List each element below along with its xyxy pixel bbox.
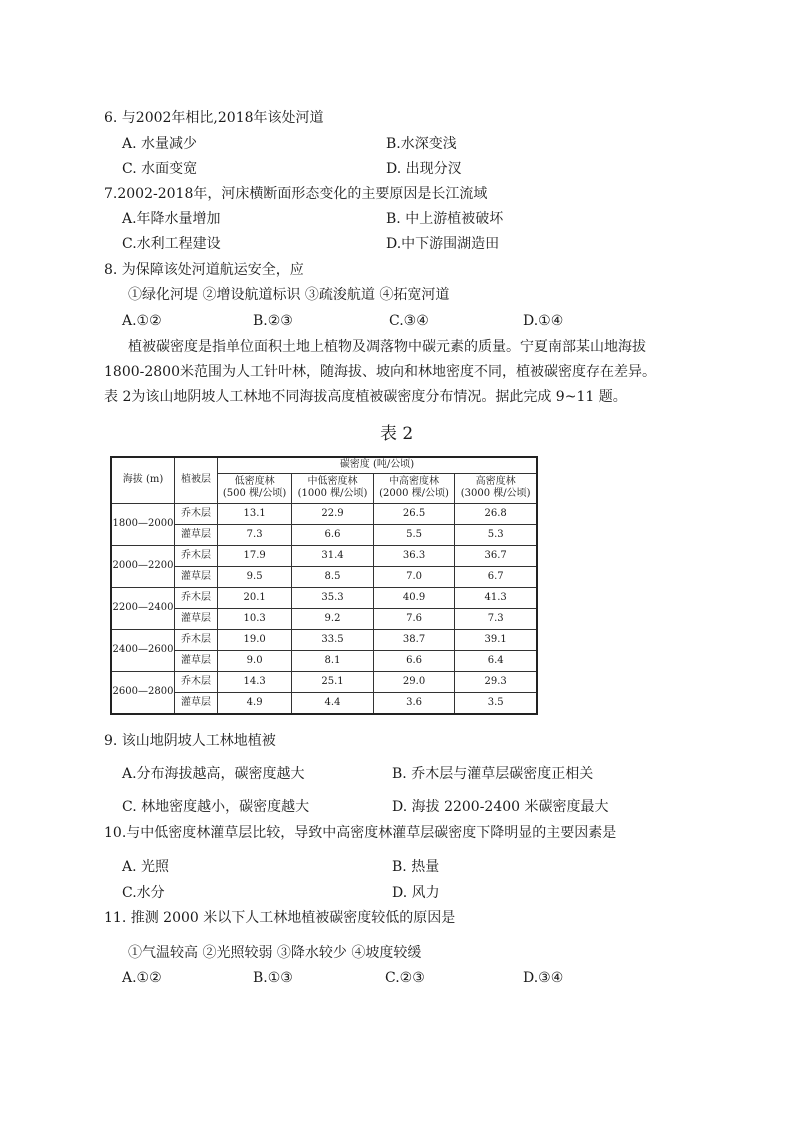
column-header: 高密度林 (3000 棵/公顷) xyxy=(455,473,537,503)
q6-option-b: B.水深变浅 xyxy=(386,136,457,152)
value-cell: 7.6 xyxy=(373,608,455,629)
value-cell: 36.3 xyxy=(373,545,455,566)
value-cell: 5.3 xyxy=(455,524,537,545)
q9-option-b: B. 乔木层与灌草层碳密度正相关 xyxy=(392,766,594,782)
table-row xyxy=(111,545,537,566)
value-cell: 9.5 xyxy=(218,566,292,587)
q9-option-c: C. 林地密度越小，碳密度越大 xyxy=(122,799,310,815)
value-cell: 41.3 xyxy=(455,587,537,608)
value-cell: 33.5 xyxy=(292,629,374,650)
layer-cell: 灌草层 xyxy=(175,566,218,587)
q8-option-a: A.①② xyxy=(122,313,162,329)
q9-stem: 9. 该山地阴坡人工林地植被 xyxy=(104,733,276,749)
intro-line-2: 1800-2800米范围为人工针叶林，随海拔、坡向和林地密度不同，植被碳密度存在差异。 xyxy=(104,364,656,380)
layer-cell: 乔木层 xyxy=(175,671,218,692)
value-cell: 38.7 xyxy=(373,629,455,650)
table-row xyxy=(111,629,537,650)
q7-option-c: C.水利工程建设 xyxy=(122,236,221,252)
q11-option-c: C.②③ xyxy=(385,970,425,986)
q11-option-a: A.①② xyxy=(122,970,162,986)
carbon-density-table xyxy=(110,456,538,715)
value-cell: 10.3 xyxy=(218,608,292,629)
value-cell: 25.1 xyxy=(292,671,374,692)
layer-cell: 乔木层 xyxy=(175,629,218,650)
value-cell: 7.3 xyxy=(455,608,537,629)
table-row xyxy=(111,650,537,671)
layer-cell: 灌草层 xyxy=(175,608,218,629)
q8-option-b: B.②③ xyxy=(253,313,293,329)
value-cell: 14.3 xyxy=(218,671,292,692)
q10-option-b: B. 热量 xyxy=(392,859,440,875)
q11-stem: 11. 推测 2000 米以下人工林地植被碳密度较低的原因是 xyxy=(104,910,456,926)
value-cell: 4.4 xyxy=(292,692,374,714)
layer-cell: 灌草层 xyxy=(175,692,218,714)
q11-option-d: D.③④ xyxy=(523,970,564,986)
value-cell: 31.4 xyxy=(292,545,374,566)
altitude-cell: 2000—2200 xyxy=(111,545,175,587)
q10-option-a: A. 光照 xyxy=(122,859,170,875)
header-layer: 植被层 xyxy=(175,457,218,503)
header-altitude: 海拔 (m) xyxy=(111,457,175,503)
layer-cell: 灌草层 xyxy=(175,650,218,671)
value-cell: 36.7 xyxy=(455,545,537,566)
q6-stem: 6. 与2002年相比,2018年该处河道 xyxy=(104,110,324,126)
value-cell: 35.3 xyxy=(292,587,374,608)
value-cell: 19.0 xyxy=(218,629,292,650)
value-cell: 6.4 xyxy=(455,650,537,671)
q7-option-d: D.中下游围湖造田 xyxy=(386,236,500,252)
q7-option-b: B. 中上游植被破坏 xyxy=(386,211,504,227)
value-cell: 17.9 xyxy=(218,545,292,566)
value-cell: 3.6 xyxy=(373,692,455,714)
q11-choices: ①气温较高 ②光照较弱 ③降水较少 ④坡度较缓 xyxy=(128,945,422,961)
layer-cell: 乔木层 xyxy=(175,503,218,524)
value-cell: 29.0 xyxy=(373,671,455,692)
table-row xyxy=(111,587,537,608)
layer-cell: 灌草层 xyxy=(175,524,218,545)
table-row xyxy=(111,671,537,692)
value-cell: 22.9 xyxy=(292,503,374,524)
value-cell: 6.7 xyxy=(455,566,537,587)
table-caption: 表 2 xyxy=(380,424,414,444)
altitude-cell: 1800—2000 xyxy=(111,503,175,545)
altitude-cell: 2400—2600 xyxy=(111,629,175,671)
value-cell: 39.1 xyxy=(455,629,537,650)
q6-option-a: A. 水量减少 xyxy=(122,136,198,152)
column-header: 低密度林 (500 棵/公顷) xyxy=(218,473,292,503)
layer-cell: 乔木层 xyxy=(175,545,218,566)
q11-option-b: B.①③ xyxy=(253,970,293,986)
value-cell: 29.3 xyxy=(455,671,537,692)
header-carbon-density: 碳密度 (吨/公顷) xyxy=(218,457,538,473)
q6-option-d: D. 出现分汊 xyxy=(386,161,462,177)
table-row xyxy=(111,566,537,587)
value-cell: 13.1 xyxy=(218,503,292,524)
value-cell: 8.5 xyxy=(292,566,374,587)
q6-option-c: C. 水面变宽 xyxy=(122,161,198,177)
table-row xyxy=(111,692,537,714)
q10-option-c: C.水分 xyxy=(122,885,165,901)
q10-stem: 10.与中低密度林灌草层比较，导致中高密度林灌草层碳密度下降明显的主要因素是 xyxy=(104,825,617,841)
value-cell: 5.5 xyxy=(373,524,455,545)
layer-cell: 乔木层 xyxy=(175,587,218,608)
table-row xyxy=(111,524,537,545)
value-cell: 9.2 xyxy=(292,608,374,629)
value-cell: 4.9 xyxy=(218,692,292,714)
value-cell: 40.9 xyxy=(373,587,455,608)
q10-option-d: D. 风力 xyxy=(392,885,440,901)
value-cell: 7.0 xyxy=(373,566,455,587)
column-header: 中高密度林 (2000 棵/公顷) xyxy=(373,473,455,503)
q9-option-a: A.分布海拔越高，碳密度越大 xyxy=(122,766,305,782)
q9-option-d: D. 海拔 2200-2400 米碳密度最大 xyxy=(392,799,609,815)
table-row xyxy=(111,608,537,629)
q8-option-d: D.①④ xyxy=(523,313,564,329)
altitude-cell: 2200—2400 xyxy=(111,587,175,629)
q8-choices: ①绿化河堤 ②增设航道标识 ③疏浚航道 ④拓宽河道 xyxy=(128,287,450,303)
value-cell: 7.3 xyxy=(218,524,292,545)
value-cell: 6.6 xyxy=(373,650,455,671)
q7-option-a: A.年降水量增加 xyxy=(122,211,221,227)
value-cell: 8.1 xyxy=(292,650,374,671)
value-cell: 26.8 xyxy=(455,503,537,524)
table-row xyxy=(111,503,537,524)
value-cell: 9.0 xyxy=(218,650,292,671)
q8-option-c: C.③④ xyxy=(389,313,429,329)
intro-line-3: 表 2为该山地阴坡人工林地不同海拔高度植被碳密度分布情况。据此完成 9~11 题。 xyxy=(104,389,627,405)
column-header: 中低密度林 (1000 棵/公顷) xyxy=(292,473,374,503)
q7-stem: 7.2002-2018年，河床横断面形态变化的主要原因是长江流域 xyxy=(104,186,488,202)
value-cell: 3.5 xyxy=(455,692,537,714)
intro-line-1: 植被碳密度是指单位面积土地上植物及凋落物中碳元素的质量。宁夏南部某山地海拔 xyxy=(128,339,646,355)
value-cell: 6.6 xyxy=(292,524,374,545)
altitude-cell: 2600—2800 xyxy=(111,671,175,714)
value-cell: 20.1 xyxy=(218,587,292,608)
value-cell: 26.5 xyxy=(373,503,455,524)
q8-stem: 8. 为保障该处河道航运安全，应 xyxy=(104,262,304,278)
